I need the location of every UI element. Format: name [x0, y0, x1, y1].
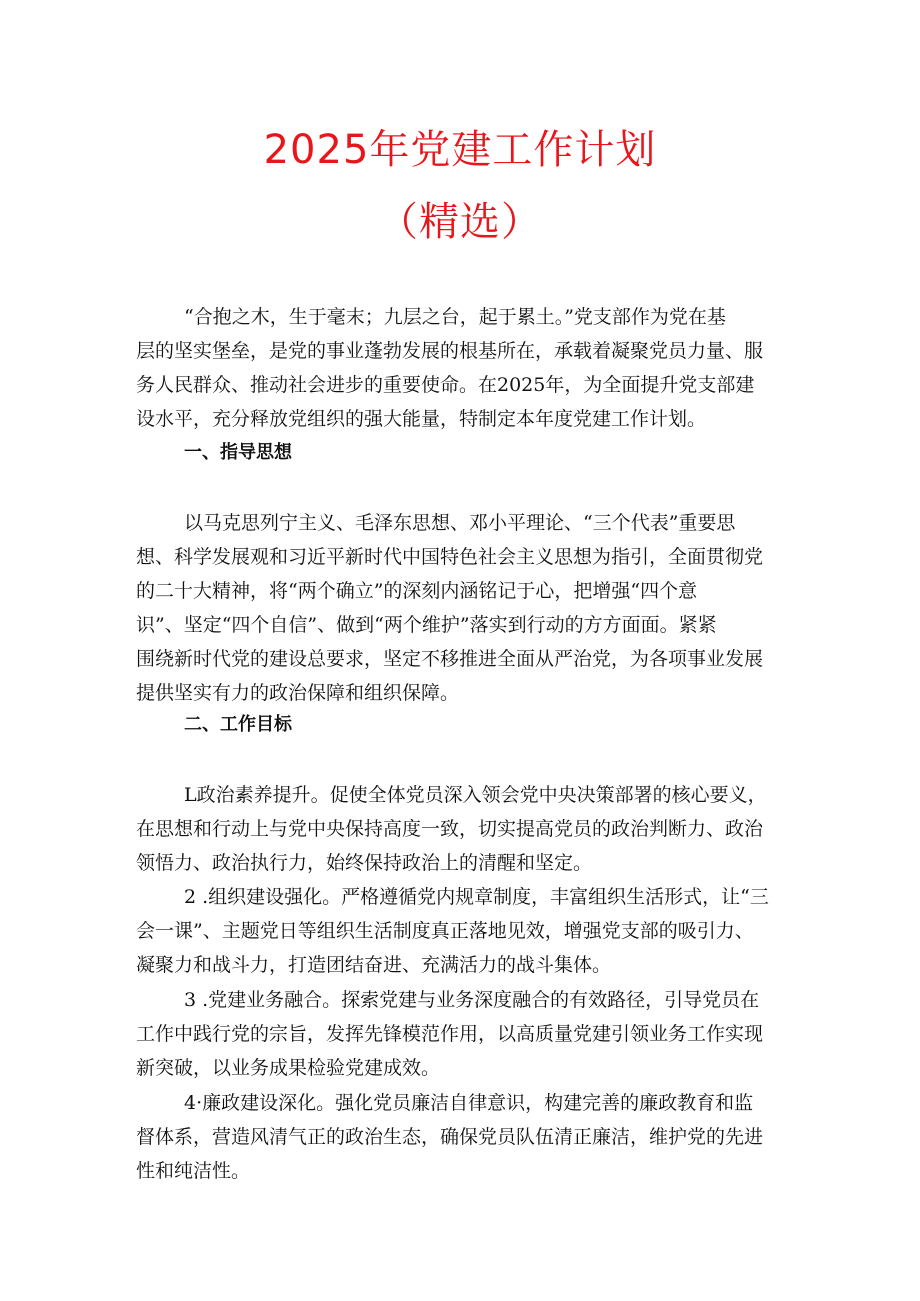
- text-line: 会一课”、主题党日等组织生活制度真正落地见效，增强党支部的吸引力、: [136, 920, 754, 942]
- intro-paragraph: [136, 300, 792, 436]
- goal-item-1: [136, 778, 792, 880]
- text-line: 督体系，营造风清气正的政治生态，确保党员队伍清正廉洁，维护党的先进: [136, 1126, 764, 1148]
- document-subtitle: （精选）: [378, 199, 542, 245]
- text-line: 识”、坚定“四个自信”、做到“两个维护”落实到行动的方方面面。紧紧: [136, 614, 717, 636]
- text-line: 领悟力、政治执行力，始终保持政治上的清醒和坚定。: [136, 852, 593, 874]
- text-line: 层的坚实堡垒，是党的事业蓬勃发展的根基所在，承载着凝聚党员力量、服: [136, 340, 764, 362]
- text-line: 凝聚力和战斗力，打造团结奋进、充满活力的战斗集体。: [136, 954, 612, 976]
- text-line: 性和纯洁性。: [136, 1160, 251, 1182]
- text-line: 2 .组织建设强化。严格遵循党内规章制度，丰富组织生活形式，让“三: [184, 886, 769, 908]
- goal-item-3: [136, 983, 792, 1085]
- guiding-ideology-paragraph: [136, 506, 792, 710]
- section-heading-work-goals: 二、工作目标: [184, 714, 292, 735]
- document-title: 2025年党建工作计划: [263, 127, 657, 173]
- text-line: 3 .党建业务融合。探索党建与业务深度融合的有效路径，引导党员在: [184, 989, 760, 1011]
- text-line: 围绕新时代党的建设总要求，坚定不移推进全面从严治党，为各项事业发展: [136, 648, 764, 670]
- text-line: “合抱之木，生于毫末；九层之台，起于累土。”党支部作为党在基: [184, 306, 726, 328]
- text-line: 新突破，以业务成果检验党建成效。: [136, 1057, 441, 1079]
- text-line: 的二十大精神，将“两个确立”的深刻内涵铭记于心，把增强“四个意: [136, 580, 698, 602]
- text-line: 在思想和行动上与党中央保持高度一致，切实提高党员的政治判断力、政治: [136, 818, 764, 840]
- text-line: 以马克思列宁主义、毛泽东思想、邓小平理论、“三个代表”重要思: [184, 512, 736, 534]
- goal-item-2: [136, 880, 792, 982]
- goal-item-4: [136, 1086, 792, 1188]
- text-line: 4·廉政建设深化。强化党员廉洁自律意识，构建完善的廉政教育和监: [184, 1092, 754, 1114]
- text-line: 工作中践行党的宗旨，发挥先锋模范作用，以高质量党建引领业务工作实现: [136, 1023, 764, 1045]
- text-line: 务人民群众、推动社会进步的重要使命。在2025年，为全面提升党支部建: [136, 374, 755, 396]
- text-line: L政治素养提升。促使全体党员深入领会党中央决策部署的核心要义，: [184, 784, 767, 806]
- text-line: 提供坚实有力的政治保障和组织保障。: [136, 682, 460, 704]
- text-line: 想、科学发展观和习近平新时代中国特色社会主义思想为指引，全面贯彻党: [136, 546, 764, 568]
- text-line: 设水平，充分释放党组织的强大能量，特制定本年度党建工作计划。: [136, 408, 707, 430]
- section-heading-guiding-ideology: 一、指导思想: [184, 442, 292, 463]
